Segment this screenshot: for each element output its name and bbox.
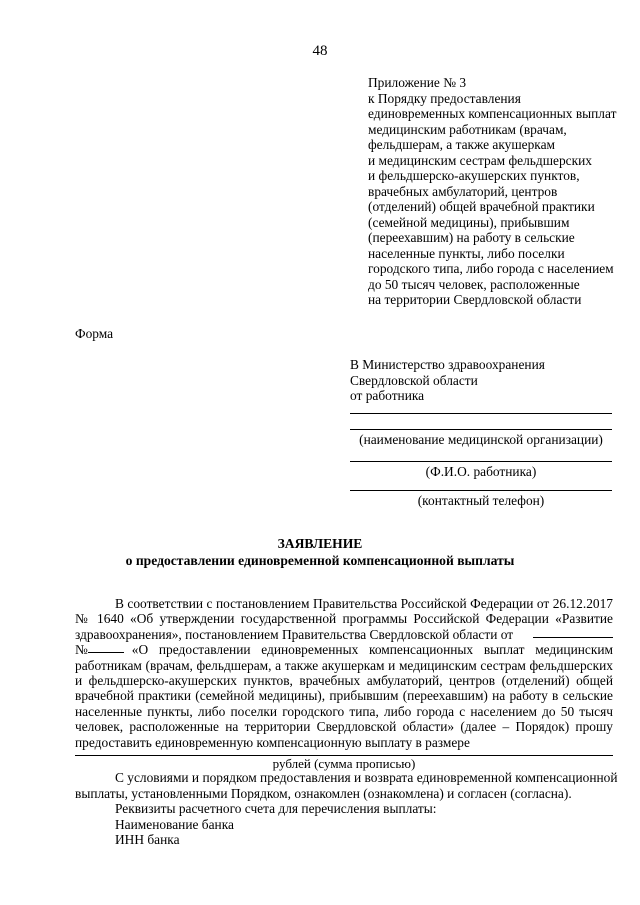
appendix-line: на территории Свердловской области	[368, 292, 582, 307]
appendix-line: к Порядку предоставления	[368, 90, 521, 106]
document-title	[0, 535, 640, 569]
appendix-line: единовременных компенсационных выплат	[368, 106, 617, 121]
bank-inn-label: ИНН банка	[115, 832, 180, 848]
addressee-line: Свердловской области	[350, 372, 478, 388]
decree-date-blank[interactable]	[533, 627, 613, 638]
org-blank-line-1[interactable]	[350, 413, 612, 414]
body-line: и фельдшерско-акушерских пунктов, врачебных амбулаторий, центров (отделений) общей	[75, 673, 613, 689]
body-line: врачебной практики (семейной медицины), прибывшим (переехавшим) на работу в сельские	[75, 688, 613, 704]
appendix-line: и фельдшерско-акушерских пунктов,	[368, 168, 580, 183]
appendix-line: медицинским работникам (врачам,	[368, 121, 567, 137]
body-line: выплаты, установленными Порядком, ознакомлен (ознакомлена) и согласен (согласна).	[75, 785, 572, 801]
body-line: Реквизиты расчетного счета для перечисления выплаты:	[115, 801, 437, 817]
appendix-line: городского типа, либо города с населением	[368, 261, 614, 276]
amount-caption: рублей (сумма прописью)	[272, 756, 416, 771]
appendix-line: (переехавшим) на работу в сельские	[368, 230, 575, 245]
fio-blank-line[interactable]	[350, 461, 612, 462]
body-line	[75, 642, 613, 657]
decree-number-blank[interactable]	[88, 642, 124, 653]
form-label: Форма	[75, 326, 114, 341]
body-line	[75, 627, 613, 642]
body-line: человек, расположенные на территории Свердловской области» (далее – Порядок) прошу	[75, 719, 613, 735]
body-line: С условиями и порядком предоставления и возврата единовременной компенсационной	[115, 770, 618, 785]
appendix-line: врачебных амбулаторий, центров	[368, 183, 558, 199]
body-line: населенные пункты, либо поселки городского типа, либо города с населением до 50 тысяч	[75, 703, 613, 719]
page-number: 48	[312, 43, 328, 59]
org-caption: (наименование медицинской организации)	[359, 432, 603, 447]
number-sign: №	[75, 642, 88, 658]
fio-caption: (Ф.И.О. работника)	[425, 464, 537, 479]
phone-caption: (контактный телефон)	[417, 493, 545, 508]
addressee-line: В Министерство здравоохранения	[350, 357, 545, 372]
appendix-line: (семейной медицины), прибывшим	[368, 214, 570, 230]
body-line: № 1640 «Об утверждении государственной программы Российской Федерации «Развитие	[75, 611, 613, 627]
title-line-1: ЗАЯВЛЕНИЕ	[277, 536, 363, 551]
bank-name-label: Наименование банка	[115, 816, 234, 832]
appendix-line: (отделений) общей врачебной практики	[368, 199, 595, 214]
addressee-line: от работника	[350, 388, 425, 403]
application-tail	[75, 770, 618, 848]
phone-blank-line[interactable]	[350, 490, 612, 491]
body-text: «О предоставлении единовременных компенсационных выплат медицинским	[131, 642, 613, 658]
addressee-block	[350, 357, 545, 404]
body-line: предоставить единовременную компенсационную выплату в размере	[75, 734, 470, 750]
body-text: здравоохранения», постановлением Правительства Свердловской области от	[75, 626, 514, 642]
appendix-line: до 50 тысяч человек, расположенные	[368, 276, 580, 292]
application-body	[75, 596, 613, 750]
body-line: работникам (врачам, фельдшерам, а также акушеркам и медицинским сестрам фельдшерских	[75, 657, 613, 673]
appendix-header	[368, 75, 633, 308]
body-line: В соответствии с постановлением Правительства Российской Федерации от 26.12.2017	[115, 596, 613, 611]
appendix-line: Приложение № 3	[368, 75, 467, 90]
appendix-line: и медицинским сестрам фельдшерских	[368, 152, 592, 168]
appendix-line: населенные пункты, либо поселки	[368, 245, 565, 261]
org-blank-line-2[interactable]	[350, 429, 612, 430]
title-line-2: о предоставлении единовременной компенсационной выплаты	[125, 553, 515, 568]
appendix-line: фельдшерам, а также акушеркам	[368, 137, 556, 152]
